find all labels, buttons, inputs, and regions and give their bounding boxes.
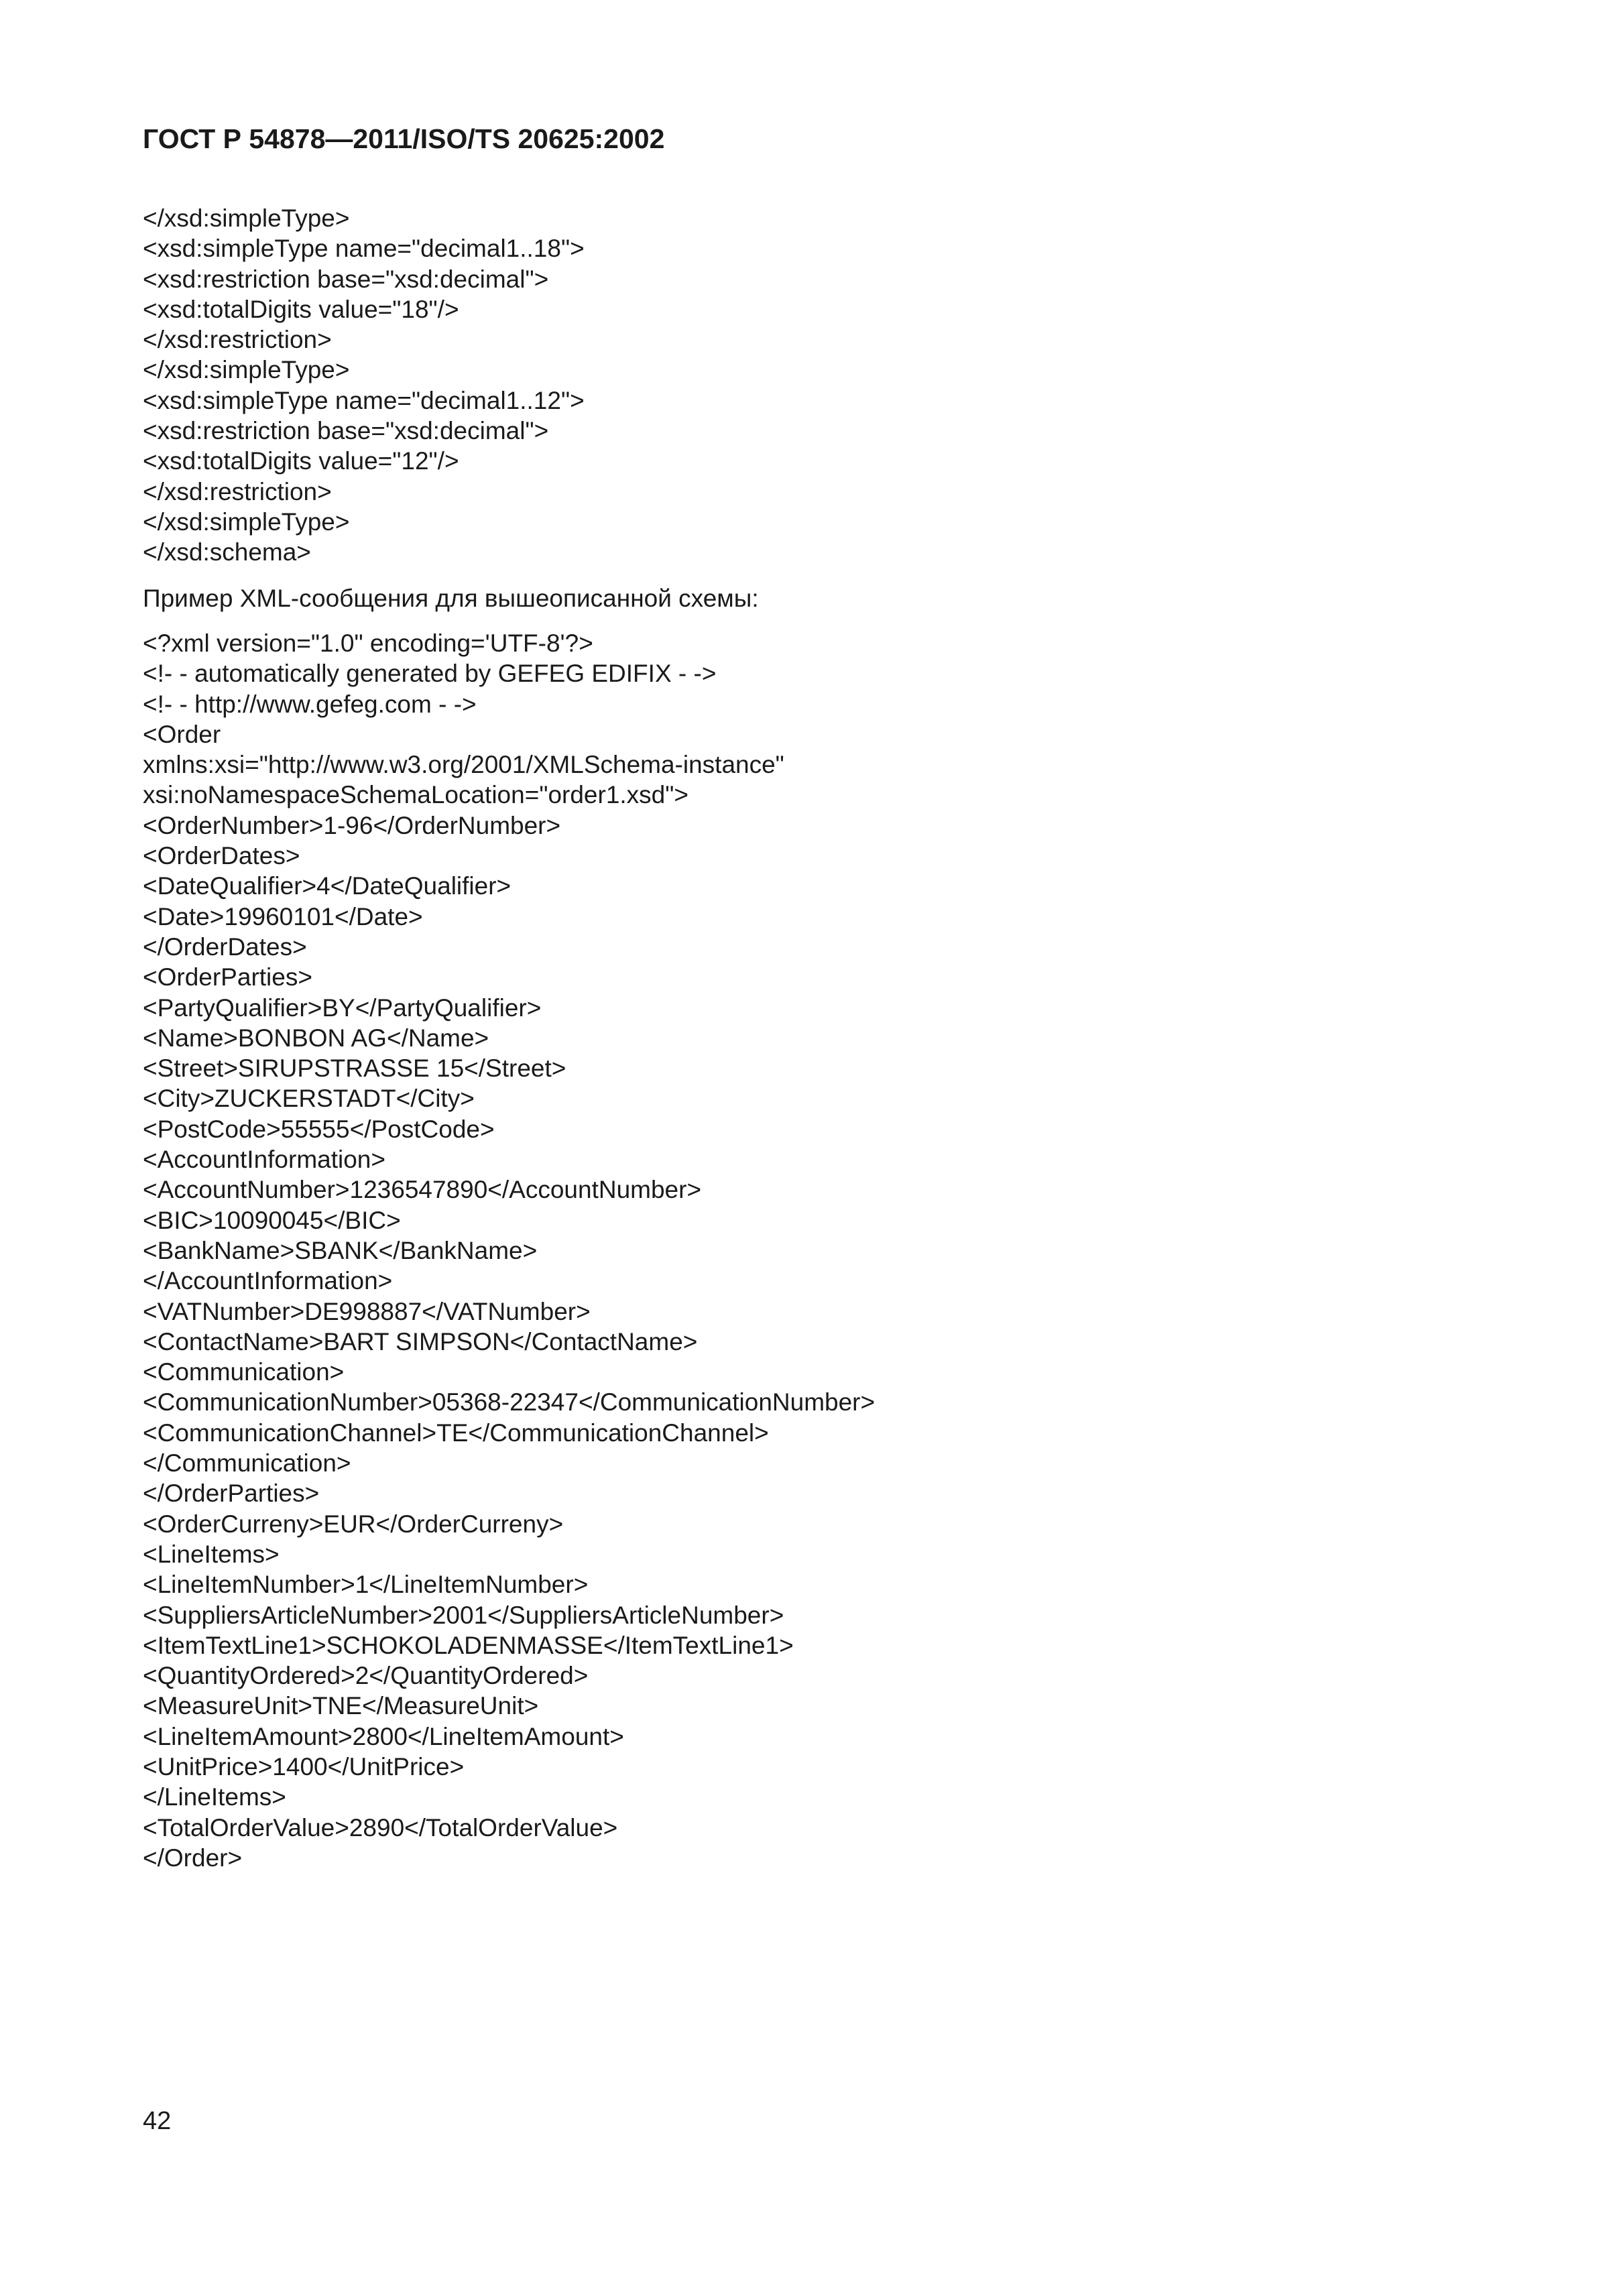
- xml-code-line: </Communication>: [143, 1449, 351, 1477]
- xml-code-line: <Name>BONBON AG</Name>: [143, 1024, 489, 1052]
- schema-code-line: </xsd:restriction>: [143, 326, 332, 354]
- xml-code-line: <OrderNumber>1-96</OrderNumber>: [143, 811, 561, 839]
- schema-code-line: </xsd:simpleType>: [143, 204, 350, 232]
- xml-code-line: <PostCode>55555</PostCode>: [143, 1115, 495, 1143]
- xml-code-line: </OrderDates>: [143, 932, 307, 961]
- xml-code-line: <LineItemNumber>1</LineItemNumber>: [143, 1571, 589, 1599]
- xml-code-line: <Communication>: [143, 1358, 345, 1386]
- xml-code-line: <LineItemAmount>2800</LineItemAmount>: [143, 1722, 624, 1750]
- xml-code-line: xsi:noNamespaceSchemaLocation="order1.xsd">: [143, 781, 688, 809]
- xml-code-line: <ContactName>BART SIMPSON</ContactName>: [143, 1327, 698, 1355]
- xml-code-line: <CommunicationChannel>TE</CommunicationChannel>: [143, 1418, 769, 1447]
- xml-code-line: <BankName>SBANK</BankName>: [143, 1236, 538, 1264]
- xml-code-line: <BIC>10090045</BIC>: [143, 1206, 401, 1234]
- xml-code-line: <ItemTextLine1>SCHOKOLADENMASSE</ItemTextLine1>: [143, 1631, 794, 1659]
- schema-code-line: <xsd:restriction base="xsd:decimal">: [143, 417, 549, 445]
- xml-code-line: </LineItems>: [143, 1783, 286, 1811]
- xml-code-line: <PartyQualifier>BY</PartyQualifier>: [143, 993, 542, 1022]
- schema-code-line: <xsd:simpleType name="decimal1..18">: [143, 235, 585, 263]
- xsd-schema-tail: [143, 203, 585, 568]
- xml-code-line: <MeasureUnit>TNE</MeasureUnit>: [143, 1692, 539, 1720]
- xml-code-line: <City>ZUCKERSTADT</City>: [143, 1085, 475, 1113]
- document-header: ГОСТ Р 54878—2011/ISO/TS 20625:2002: [143, 123, 665, 154]
- schema-code-line: <xsd:totalDigits value="12"/>: [143, 447, 459, 475]
- xml-code-line: <CommunicationNumber>05368-22347</CommunicationNumber>: [143, 1388, 876, 1416]
- schema-code-line: </xsd:simpleType>: [143, 356, 350, 384]
- xml-code-line: <SuppliersArticleNumber>2001</SuppliersArticleNumber>: [143, 1601, 784, 1629]
- schema-code-line: </xsd:schema>: [143, 538, 311, 566]
- xml-code-line: <OrderCurreny>EUR</OrderCurreny>: [143, 1510, 564, 1538]
- xml-code-line: <VATNumber>DE998887</VATNumber>: [143, 1297, 591, 1325]
- schema-code-line: </xsd:restriction>: [143, 477, 332, 505]
- xml-code-line: <?xml version="1.0" encoding='UTF-8'?>: [143, 629, 593, 657]
- xml-code-line: <Street>SIRUPSTRASSE 15</Street>: [143, 1054, 566, 1083]
- xml-code-line: <Order: [143, 720, 221, 748]
- xml-code-line: <!- - automatically generated by GEFEG EDIFIX - ->: [143, 660, 717, 688]
- xml-code-line: <AccountInformation>: [143, 1146, 385, 1174]
- xml-code-line: <OrderDates>: [143, 842, 300, 870]
- xml-code-line: <LineItems>: [143, 1540, 280, 1568]
- xml-code-line: <AccountNumber>1236547890</AccountNumber>: [143, 1176, 702, 1204]
- xml-code-line: <Date>19960101</Date>: [143, 902, 423, 930]
- xml-code-line: <OrderParties>: [143, 963, 312, 991]
- schema-code-line: <xsd:totalDigits value="18"/>: [143, 295, 459, 323]
- example-caption: Пример XML-сообщения для вышеописанной схемы:: [143, 585, 759, 612]
- xml-code-line: </Order>: [143, 1844, 243, 1872]
- page-number: 42: [143, 2107, 172, 2135]
- xml-code-line: </AccountInformation>: [143, 1267, 393, 1295]
- xml-code-line: </OrderParties>: [143, 1479, 320, 1508]
- schema-code-line: <xsd:simpleType name="decimal1..12">: [143, 386, 585, 414]
- xml-code-line: <QuantityOrdered>2</QuantityOrdered>: [143, 1662, 589, 1690]
- xml-code-line: xmlns:xsi="http://www.w3.org/2001/XMLSchema-instance": [143, 751, 784, 779]
- schema-code-line: </xsd:simpleType>: [143, 507, 350, 536]
- xml-message-example: [143, 628, 875, 1873]
- xml-code-line: <!- - http://www.gefeg.com - ->: [143, 690, 477, 718]
- xml-code-line: <DateQualifier>4</DateQualifier>: [143, 872, 512, 900]
- xml-code-line: <UnitPrice>1400</UnitPrice>: [143, 1752, 465, 1780]
- schema-code-line: <xsd:restriction base="xsd:decimal">: [143, 265, 549, 293]
- xml-code-line: <TotalOrderValue>2890</TotalOrderValue>: [143, 1813, 618, 1841]
